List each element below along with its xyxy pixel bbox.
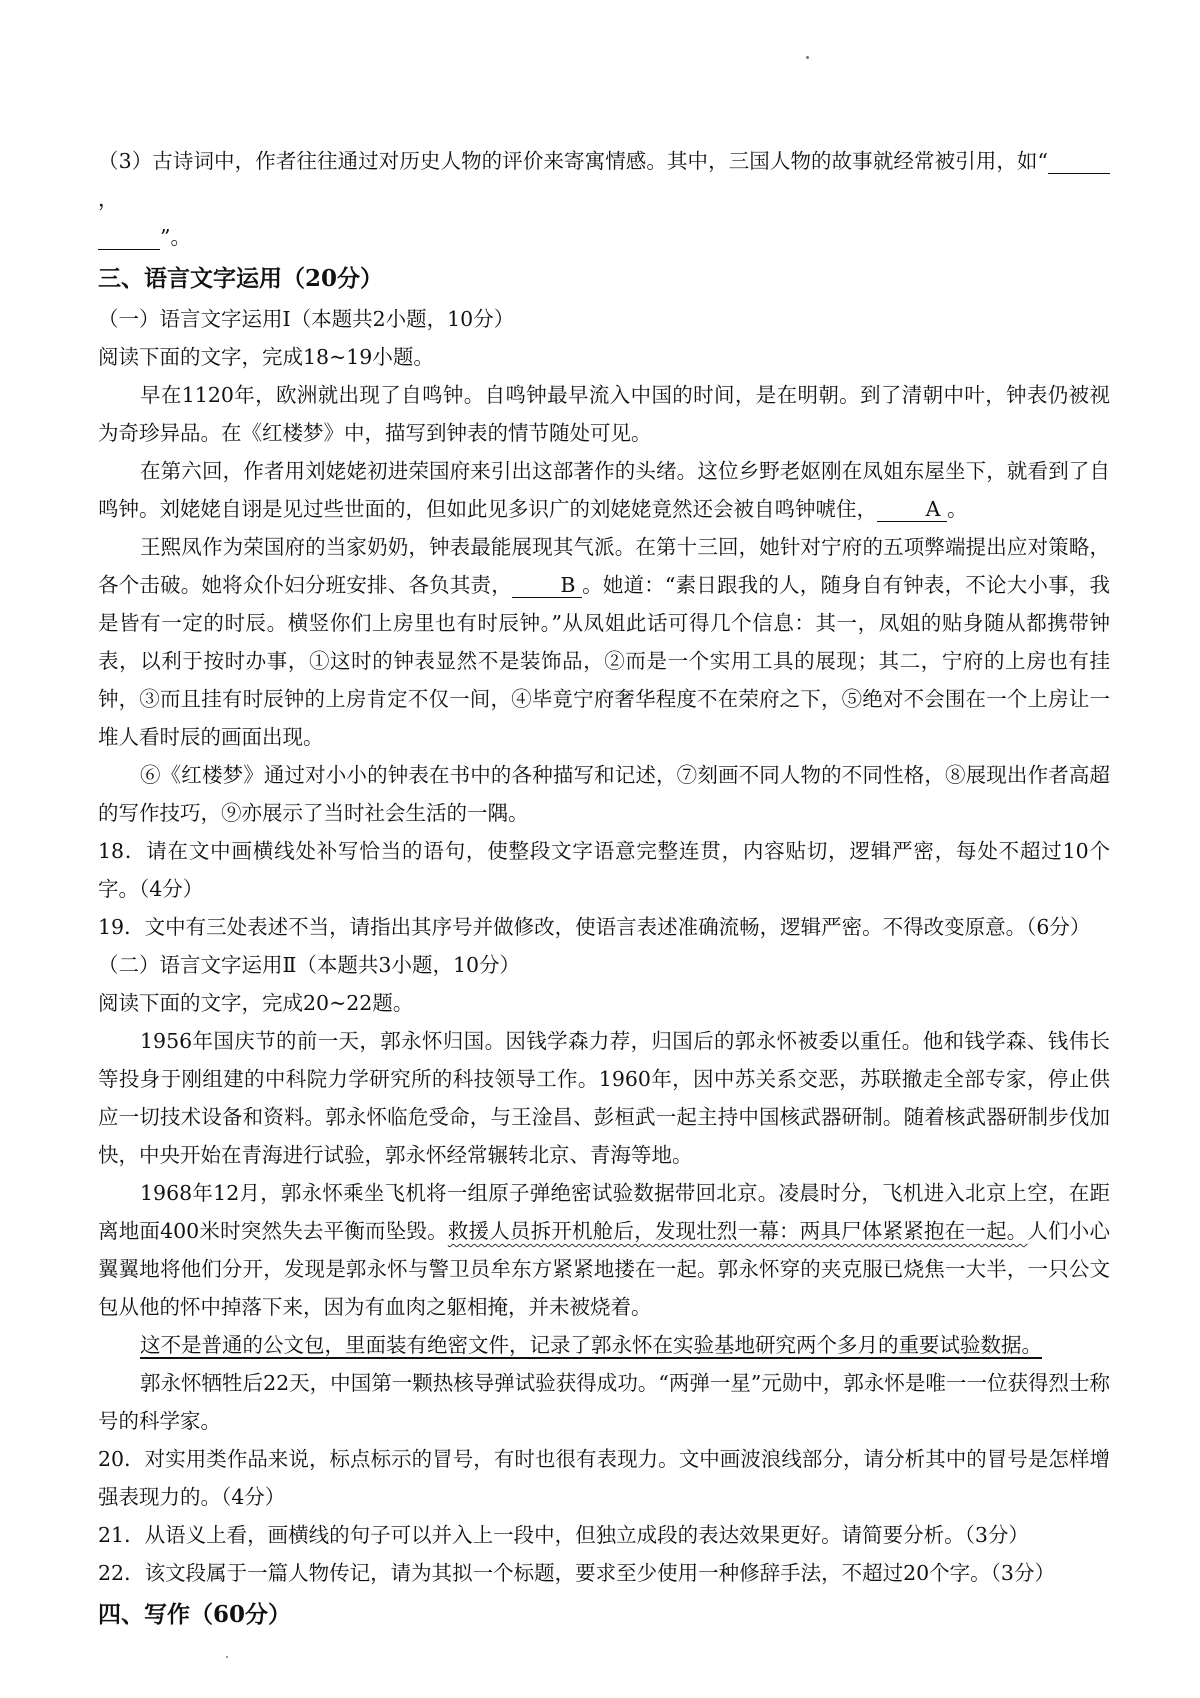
part-2-instruction: 阅读下面的文字，完成20~22题。 (98, 991, 414, 1015)
part-1-heading: （一）语言文字运用Ⅰ（本题共2小题，10分） (98, 307, 515, 331)
passage-1-paragraph: ⑥《红楼梦》通过对小小的钟表在书中的各种描写和记述，⑦刻画不同人物的不同性格，⑧展现出作者高超的写作技巧，⑨亦展示了当时社会生活的一隅。 (98, 763, 1110, 825)
passage-2-paragraph: 郭永怀牺牲后22天，中国第一颗热核导弹试验获得成功。“两弹一星”元勋中，郭永怀是唯一一位获得烈士称号的科学家。 (98, 1371, 1110, 1433)
question-18: 18．请在文中画横线处补写恰当的语句，使整段文字语意完整连贯，内容贴切，逻辑严密，每处不超过10个字。（4分） (98, 839, 1110, 901)
question-22: 22．该文段属于一篇人物传记，请为其拟一个标题，要求至少使用一种修辞手法，不超过20个字。（3分） (98, 1561, 1055, 1585)
scan-speck (226, 1656, 228, 1658)
underlined-sentence: 这不是普通的公文包，里面装有绝密文件，记录了郭永怀在实验基地研究两个多月的重要试验数据。 (140, 1333, 1043, 1357)
answer-blank (1048, 149, 1110, 174)
blank-b: B (512, 573, 582, 598)
passage-2-paragraph: 1968年12月，郭永怀乘坐飞机将一组原子弹绝密试验数据带回北京。凌晨时分，飞机进入北京上空，在距离地面400米时突然失去平衡而坠毁。救援人员拆开机舱后，发现壮烈一幕：两具尸体紧紧抱在一起。人们小心翼翼地将他们分开，发现是郭永怀与警卫员牟东方紧紧地搂在一起。郭永怀穿的夹克服已烧焦一大半，一只公文包从他的怀中掉落下来，因为有血肉之躯相掩，并未被烧着。 (98, 1181, 1111, 1319)
question-17-3: （3）古诗词中，作者往往通过对历史人物的评价来寄寓情感。其中，三国人物的故事就经常被引用，如“ ， ”。 (98, 142, 1110, 256)
part-2-heading: （二）语言文字运用Ⅱ（本题共3小题，10分） (98, 953, 521, 977)
question-21: 21．从语义上看，画横线的句子可以并入上一段中，但独立成段的表达效果更好。请简要分析。（3分） (98, 1523, 1029, 1547)
passage-2-paragraph: 1956年国庆节的前一天，郭永怀归国。因钱学森力荐，归国后的郭永怀被委以重任。他和钱学森、钱伟长等投身于刚组建的中科院力学研究所的科技领导工作。1960年，因中苏关系交恶，苏联撤走全部专家，停止供应一切技术设备和资料。郭永怀临危受命，与王淦昌、彭桓武一起主持中国核武器研制。随着核武器研制步伐加快，中央开始在青海进行试验，郭永怀经常辗转北京、青海等地。 (98, 1029, 1110, 1167)
passage-2-paragraph (98, 1326, 1110, 1364)
wavy-underlined-sentence: 救援人员拆开机舱后，发现壮烈一幕：两具尸体紧紧抱在一起。 (447, 1219, 1028, 1243)
passage-1-paragraph: 王熙凤作为荣国府的当家奶奶，钟表最能展现其气派。在第十三回，她针对宁府的五项弊端提出应对策略，各个击破。她将众仆妇分班安排、各负其责， B 。她道：“素日跟我的人，随身自有钟表，不论大小事，我是皆有一定的时辰。横竖你们上房里也有时辰钟。”从凤姐此话可得几个信息：其一，凤姐的贴身随从都携带钟表，以利于按时办事，①这时的钟表显然不是装饰品，②而是一个实用工具的展现；其二，宁府的上房也有挂钟，③而且挂有时辰钟的上房肯定不仅一间，④毕竟宁府奢华程度不在荣府之下，⑤绝对不会围在一个上房让一堆人看时辰的画面出现。 (98, 535, 1110, 749)
part-1-instruction: 阅读下面的文字，完成18~19小题。 (98, 345, 434, 369)
passage-1-paragraph: 早在1120年，欧洲就出现了自鸣钟。自鸣钟最早流入中国的时间，是在明朝。到了清朝中叶，钟表仍被视为奇珍异品。在《红楼梦》中，描写到钟表的情节随处可见。 (98, 383, 1110, 445)
scan-speck (806, 56, 809, 59)
passage-1-paragraph: 在第六回，作者用刘姥姥初进荣国府来引出这部著作的头绪。这位乡野老妪刚在凤姐东屋坐下，就看到了自鸣钟。刘姥姥自诩是见过些世面的，但如此见多识广的刘姥姥竟然还会被自鸣钟唬住， A 。 (98, 459, 1110, 521)
section-3-heading: 三、语言文字运用（20分） (98, 265, 384, 292)
document-body (98, 142, 1110, 1636)
blank-a: A (877, 497, 947, 522)
question-20: 20．对实用类作品来说，标点标示的冒号，有时也很有表现力。文中画波浪线部分，请分析其中的冒号是怎样增强表现力的。（4分） (98, 1447, 1110, 1509)
question-19: 19．文中有三处表述不当，请指出其序号并做修改，使语言表述准确流畅，逻辑严密。不得改变原意。（6分） (98, 915, 1091, 939)
section-4-heading: 四、写作（60分） (98, 1601, 292, 1628)
answer-blank (98, 225, 160, 250)
